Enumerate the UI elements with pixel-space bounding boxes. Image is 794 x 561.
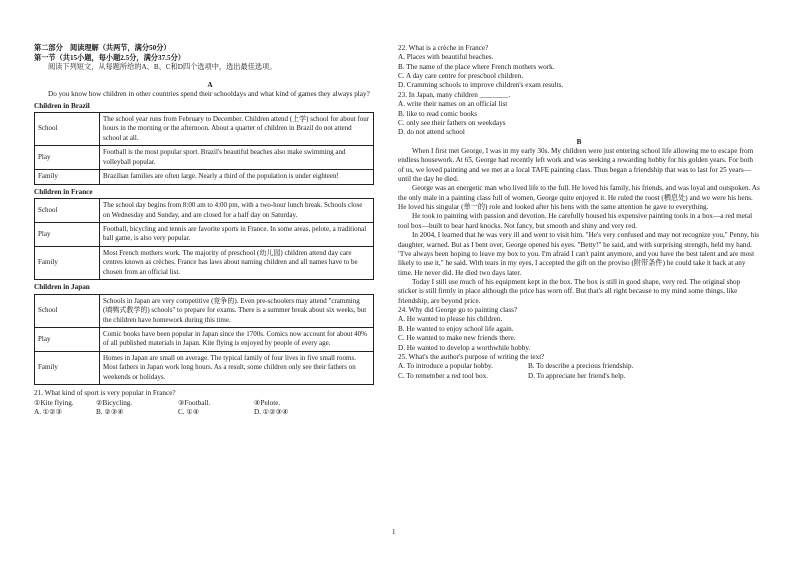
row-label: Family [35,246,100,279]
option-c: C. only see their fathers on weekdays [398,118,506,127]
passage-b-letter: B [576,137,582,146]
row-label: Play [35,223,100,247]
option-d: D. do not attend school [398,128,465,137]
table-japan [34,294,374,386]
question-25-options-row2 [398,372,760,381]
paragraph: In 2004, I learned that he was very ill and went to visit him. "He's very confused and may not recognize you," Penny, his daughter, warned. But as I bent over, George opened his eyes. "Betty!" he said, and with surprising strength, held my hand. "I've always been hoping to leave my box to you. I'm afraid I can't paint anymore, and you have the best talent and are most likely to use it," he said. With tears in my eyes, I accepted the gift on the proviso (附带条件) he could take it back at any time. He never did. He died two days later. [398,231,760,277]
option-d: D. He wanted to develop a worthwhile hobby. [398,343,531,352]
option-b: B. ②③④ [96,408,124,417]
question-21-items [34,399,386,409]
option-c: C. ①④ [178,408,200,417]
row-text: Comic books have been popular in Japan since the 1700s. Comics now account for about 40% of all published materials in Japan. Kite flying is enjoyed by people of every age. [100,328,374,352]
right-column [398,44,760,381]
table-row [35,199,374,223]
item: ③Football. [178,398,211,407]
option-b: B. like to read comic books [398,109,478,118]
option-c: C. A day care centre for preschool children. [398,72,524,81]
table-brazil [34,112,374,185]
question-25-options-row1 [398,362,760,371]
question-25-stem: 25. What's the author's purpose of writing the text? [398,352,545,361]
passage-a-intro: Do you know how children in other countries spend their schooldays and what kind of games they always play? [48,90,370,98]
table-france [34,198,374,280]
row-text: Football is the most popular sport. Brazil's beautiful beaches also make swimming and volleyball popular. [100,146,374,170]
row-label: School [35,294,100,327]
page-number: 1 [392,528,396,536]
row-label: Family [35,170,100,184]
instruction: 阅读下列短文，从每题所给的A、B、C和D四个选项中，选出最佳选项。 [48,63,277,71]
option-a: A. To introduce a popular hobby. [398,362,493,371]
table-row [35,113,374,146]
question-21-options [34,408,386,418]
section-heading: 第一节（共15小题，每小题2.5分，满分37.5分） [34,53,185,62]
option-a: A. ①②③ [34,408,63,417]
item: ④Pelote. [254,398,281,407]
table-row [35,351,374,384]
option-a: A. write their names on an official list [398,100,508,109]
question-22-stem: 22. What is a crèche in France? [398,44,489,52]
table-row [35,170,374,184]
row-label: School [35,199,100,223]
part-heading: 第二部分 阅读理解（共两节，满分50分） [34,44,171,52]
item: ②Bicycling. [96,398,133,407]
question-24-stem: 24. Why did George go to painting class? [398,306,518,315]
option-b: B. To describe a precious friendship. [528,362,634,371]
table-row [35,294,374,327]
option-b: B. The name of the place where French mothers work. [398,62,555,71]
option-d: D. ①②③④ [254,408,289,417]
paragraph: Today I still use much of his equipment kept in the box. The box is still in good shape, very red. The original shop sticker is still firmly in place although the price has worn off. But that's all right because to my mind some things, like friendship, are beyond price. [398,277,741,305]
item: ①Kite flying. [34,398,74,407]
question-21-stem: 21. What kind of sport is very popular in France? [34,389,176,398]
row-text: The school day begins from 8:00 am to 4:00 pm, with a two-hour lunch break. Schools close on Wednesday and Sunday, and are closed for a half day on Saturday. [100,199,374,223]
country-heading-brazil: Children in Brazil [34,101,90,110]
row-text: The school year runs from February to December. Children attend (上学) school for about four hours in the morning or the afternoon. About a quarter of children in Brazil do not attend school at all. [100,113,374,146]
country-heading-japan: Children in Japan [34,283,90,292]
left-column [34,44,386,418]
passage-a-letter: A [207,80,213,89]
option-a: A. Places with beautiful beaches. [398,53,494,62]
question-23-stem: 23. In Japan, many children ________. [398,90,511,99]
row-label: Family [35,351,100,384]
row-text: Football, bicycling and tennis are favorite sports in France. In some areas, pelote, a traditional ball game, is also very popular. [100,223,374,247]
row-label: School [35,113,100,146]
row-text: Homes in Japan are small on average. The typical family of four lives in five small rooms. Most fathers in Japan work long hours. As a result, some children only see their fathers on weekends or holidays. [100,351,374,384]
row-text: Brazilian families are often large. Nearly a third of the population is under eighteen! [100,170,374,184]
option-c: C. To remember a red tool box. [398,371,488,380]
paragraph: He took to painting with passion and devotion. He carefully housed his expensive painting tools in a box—a red metal tool box—built to bear hard knocks. Not fancy, but smooth and shiny and very red. [398,212,753,230]
table-row [35,223,374,247]
row-text: Most French mothers work. The majority of preschool (幼儿园) children attend day care centres known as crèches. France has laws about naming children and all names have to be chosen from an official list. [100,246,374,279]
country-heading-france: Children in France [34,187,93,196]
option-d: D. Cramming schools to improve children's exam results. [398,81,564,90]
option-c: C. He wanted to make new friends there. [398,334,516,343]
option-d: D. To appreciate her friend's help. [528,371,626,380]
paragraph: George was an energetic man who lived life to the full. He loved his family, his friends, and was loyal and outspoken. As the only male in a painting class full of women, George quite enjoyed it. He ruled the roost (栖息处) and we were his hens. He loved his singular (单一的) role and looked after his hens with the same attention he gave to everything. [398,184,760,212]
row-text: Schools in Japan are very competitive (竞争的). Even pre-schoolers may attend "cramming (填鸭式教学的) schools" to prepare for exams. There is a summer break about six weeks, but the children have homework during this time. [100,294,374,327]
row-label: Play [35,328,100,352]
table-row [35,328,374,352]
table-row [35,146,374,170]
row-label: Play [35,146,100,170]
paragraph: When I first met George, I was in my early 30s. My children were just entering school life allowing me to escape from endless housework. At 65, George had recently left work and was seeking a rewarding hobby for his golden years. For both of us, we loved painting and we met at a local TAFE painting class. Thus began a friendship that was to last for 25 years—until the day he died. [398,146,754,184]
option-a: A. He wanted to please his children. [398,315,503,324]
table-row [35,246,374,279]
option-b: B. He wanted to enjoy school life again. [398,324,514,333]
